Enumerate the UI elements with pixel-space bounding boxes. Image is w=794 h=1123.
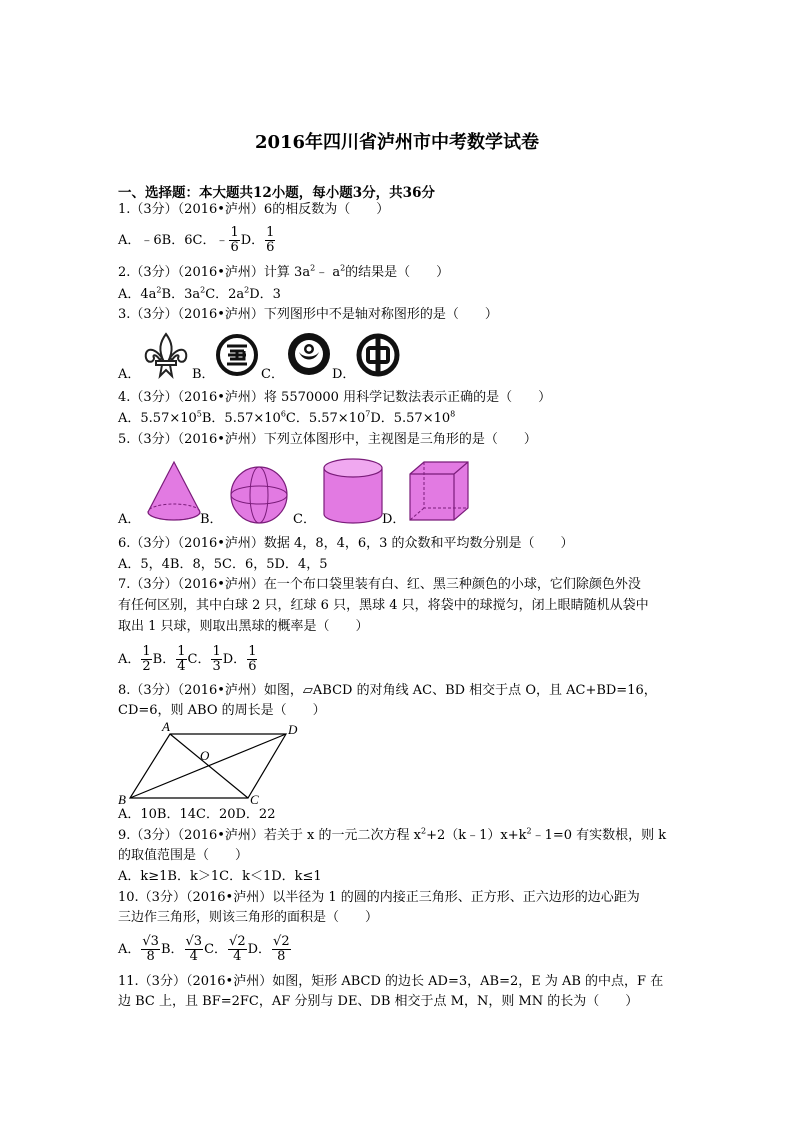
- center-label-o: O: [200, 748, 210, 763]
- spiral-logo-icon: [285, 330, 333, 378]
- q9-options: A．k≥1B．k＞1C．k＜1D．k≤1: [118, 869, 322, 884]
- q5-option-c: C．: [293, 512, 316, 527]
- q3-option-a: A．: [118, 367, 141, 382]
- q6-stem: 6.（3分）（2016•泸州）数据 4，8，4，6，3 的众数和平均数分别是（ ）: [118, 536, 574, 551]
- page-title: 2016年四川省泸州市中考数学试卷: [254, 132, 540, 153]
- section-heading: 一、选择题：本大题共12小题，每小题3分，共36分: [118, 185, 435, 201]
- q6-options: A．5，4B．8，5C．6，5D．4，5: [118, 557, 328, 572]
- q8-options: A．10B．14C．20D．22: [118, 807, 276, 822]
- q3-option-d: D．: [332, 367, 356, 382]
- q11-line-1: 11.（3分）（2016•泸州）如图，矩形 ABCD 的边长 AD=3，AB=2，E 为 AB 的中点，F 在: [118, 974, 664, 989]
- q5-option-d: D．: [382, 512, 406, 527]
- q1-option-a: A．﹣6: [118, 233, 162, 248]
- q1-stem: 1.（3分）（2016•泸州）6的相反数为（ ）: [118, 202, 390, 217]
- q10-line-2: 三边作三角形，则该三角形的面积是（ ）: [118, 910, 379, 925]
- coin-logo-icon: [355, 332, 401, 378]
- q9-line-2: 的取值范围是（ ）: [118, 848, 249, 863]
- q4-stem: 4.（3分）（2016•泸州）将 5570000 用科学记数法表示正确的是（ ）: [118, 390, 552, 405]
- cone-figure: [146, 460, 202, 524]
- q1-option-d: D．: [240, 233, 265, 248]
- q1-option-c: C．﹣: [192, 233, 229, 248]
- q8-line-1: 8.（3分）（2016•泸州）如图，▱ABCD 的对角线 AC、BD 相交于点 O，且 AC+BD=16，: [118, 683, 657, 698]
- q7-line-3: 取出 1 只球，则取出黑球的概率是（ ）: [118, 619, 369, 634]
- q1-option-b: B．6: [161, 233, 193, 248]
- q2-stem: 2.（3分）（2016•泸州）计算 $3a^2﹣$ $a^2$的结果是（ ）: [118, 263, 450, 280]
- q5-stem: 5.（3分）（2016•泸州）下列立体图形中，主视图是三角形的是（ ）: [118, 432, 537, 447]
- bank-seal-logo-icon: [215, 333, 259, 377]
- q1-options: [118, 226, 276, 255]
- q7-line-1: 7.（3分）（2016•泸州）在一个布口袋里装有白、红、黑三种颜色的小球，它们除颜色外没: [118, 577, 641, 592]
- sphere-figure: [229, 465, 289, 525]
- q3-option-c: C．: [261, 367, 284, 382]
- q3-option-b: B．: [192, 367, 215, 382]
- q5-option-a: A．: [118, 512, 141, 527]
- q7-options: A． $\frac{1}{2}$ B． $\frac{1}{4}$ C． $\frac{1}{3}$ D． $\frac{1}{6}$: [118, 644, 257, 674]
- fleur-de-lis-logo-icon: [140, 332, 192, 380]
- q5-option-b: B．: [200, 512, 223, 527]
- q4-options: A．$5.57\times 10^5B$．$5.57\times 10^6C$．$5.57\times 10^7D$．$5.57\times 10^8$: [118, 409, 456, 426]
- q7-line-2: 有任何区别，其中白球 2 只，红球 6 只，黑球 4 只，将袋中的球搅匀，闭上眼睛随机从袋中: [118, 598, 649, 613]
- parallelogram-diagram: [118, 718, 298, 808]
- q10-line-1: 10.（3分）（2016•泸州）以半径为 1 的圆的内接正三角形、正方形、正六边形的边心距为: [118, 890, 640, 905]
- q1-fraction-d: $\frac{1}{6}$: [266, 225, 275, 255]
- q2-options: A．$4a^2B$．$3a^2C$．$2a^2D$．3: [118, 285, 281, 302]
- q11-line-2: 边 BC 上，且 BF=2FC，AF 分别与 DE、DB 相交于点 M，N，则 MN 的长为（ ）: [118, 994, 639, 1009]
- cube-figure: [408, 460, 470, 524]
- q1-fraction-c: $\frac{1}{6}$: [230, 225, 239, 255]
- vertex-label-b: B: [118, 792, 126, 807]
- q8-line-2: CD=6，则 ABO 的周长是（ ）: [118, 703, 326, 718]
- cylinder-figure: [322, 458, 384, 526]
- q9-line-1: 9.（3分）（2016•泸州）若关于 x 的一元二次方程 $x^2+2(k﹣1)x+k^2﹣1=0$ 有实数根，则 k: [118, 826, 667, 843]
- q10-options: A． $\frac{√3}{8}$ B． $\frac{√3}{4}$ C． $\frac{√2}{4}$ D． $\frac{√2}{8}$: [118, 934, 290, 964]
- vertex-label-d: D: [288, 722, 298, 737]
- vertex-label-c: C: [250, 792, 259, 807]
- vertex-label-a: A: [162, 719, 170, 734]
- q3-stem: 3.（3分）（2016•泸州）下列图形中不是轴对称图形的是（ ）: [118, 307, 498, 322]
